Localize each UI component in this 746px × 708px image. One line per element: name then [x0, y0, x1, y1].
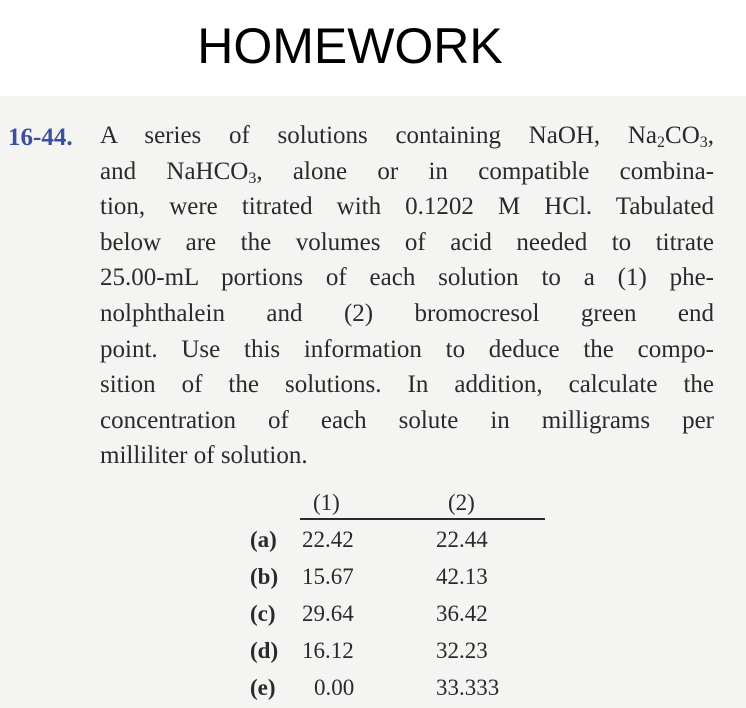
- bromocresol-volume: 42.13: [436, 564, 488, 589]
- phenolphthalein-volume: 22.42: [302, 527, 354, 552]
- column-header-2: (2): [448, 490, 475, 515]
- column-header-1: (1): [313, 490, 340, 515]
- problem-line: and NaHCO$_3$, alone or in compatible combina-: [100, 157, 715, 187]
- problem-line: sition of the solutions. In addition, calculate the: [100, 371, 714, 399]
- problem-number: 16-44.: [8, 124, 73, 151]
- problem-line: point. Use this information to deduce the compo-: [100, 335, 714, 363]
- bromocresol-volume: 22.44: [436, 527, 488, 552]
- problem-line: below are the volumes of acid needed to titrate: [100, 228, 714, 256]
- problem-line: A series of solutions containing NaOH, $Na_2CO_3$,: [100, 122, 714, 151]
- problem-line: concentration of each solute in milligrams per: [100, 406, 714, 434]
- phenolphthalein-volume: 15.67: [302, 564, 354, 589]
- bromocresol-volume: 36.42: [436, 601, 488, 626]
- row-label: (c): [250, 601, 276, 626]
- row-label: (a): [250, 527, 277, 552]
- problem-line: 25.00-mL portions of each solution to a (1) phe-: [100, 264, 714, 292]
- bromocresol-volume: 32.23: [436, 638, 488, 663]
- header-rule: [300, 518, 545, 520]
- problem-line: milliliter of solution.: [100, 442, 308, 470]
- bromocresol-volume: 33.333: [436, 675, 500, 700]
- problem-line: nolphthalein and (2) bromocresol green end: [100, 299, 714, 327]
- page-title: HOMEWORK: [197, 18, 503, 74]
- row-label: (b): [250, 564, 279, 589]
- row-label: (e): [250, 675, 276, 700]
- problem-line: tion, were titrated with 0.1202 M HCl. Tabulated: [100, 193, 714, 221]
- problem-text: [100, 118, 714, 474]
- phenolphthalein-volume: 29.64: [302, 601, 354, 626]
- row-label: (d): [250, 638, 279, 663]
- phenolphthalein-volume: 16.12: [302, 638, 354, 663]
- phenolphthalein-volume: 0.00: [314, 675, 355, 700]
